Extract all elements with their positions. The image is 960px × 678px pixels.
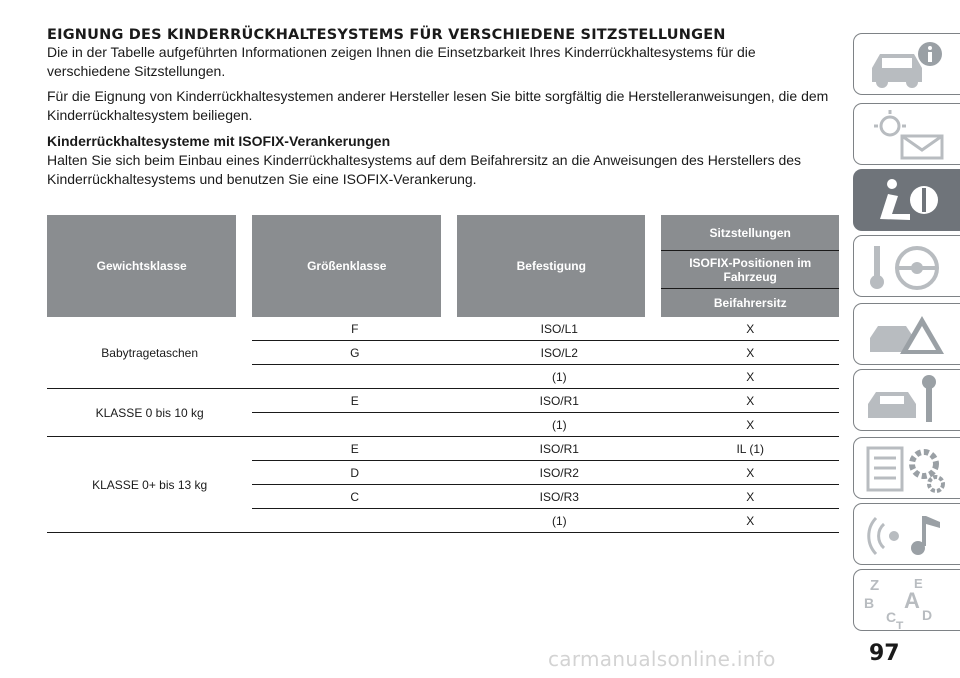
isofix-suitability-table <box>47 215 839 533</box>
table-body <box>47 317 839 533</box>
tab-emergency[interactable] <box>853 303 960 365</box>
weight-class-cell: KLASSE 0+ bis 13 kg <box>47 437 252 533</box>
passenger-seat-cell: IL (1) <box>661 437 839 461</box>
index-letter: B <box>864 595 875 611</box>
tab-technical-data[interactable] <box>853 437 960 499</box>
table-row <box>47 317 839 341</box>
size-class-cell: E <box>252 437 457 461</box>
table-row <box>47 437 839 461</box>
isofix-paragraph: Halten Sie sich beim Einbau eines Kinderrückhaltesystems auf dem Beifahrersitz an die Anweisungen des Herstellers des Kinderrückhaltesystems und benutzen Sie eine ISOFIX-Verankerung. <box>47 152 802 187</box>
specifications-gear-icon <box>862 442 952 497</box>
passenger-seat-cell: X <box>661 461 839 485</box>
key-steering-wheel-icon <box>862 240 952 295</box>
passenger-seat-cell: X <box>661 365 839 389</box>
fixture-cell: ISO/R1 <box>457 437 661 461</box>
multimedia-note-icon <box>862 508 952 563</box>
weight-class-cell: KLASSE 0 bis 10 kg <box>47 389 252 437</box>
passenger-seat-cell: X <box>661 389 839 413</box>
fixture-cell: (1) <box>457 413 661 437</box>
passenger-seat-cell: X <box>661 341 839 365</box>
header-weight-class: Gewichtsklasse <box>47 215 252 317</box>
isofix-subheading: Kinderrückhaltesysteme mit ISOFIX-Verankerungen <box>47 133 391 149</box>
page-heading: EIGNUNG DES KINDERRÜCKHALTESYSTEMS FÜR VERSCHIEDENE SITZSTELLUNGEN <box>47 27 726 43</box>
header-size-class: Größenklasse <box>252 215 457 317</box>
weight-class-cell: Babytragetaschen <box>47 317 252 389</box>
size-class-cell: D <box>252 461 457 485</box>
car-info-icon <box>862 38 952 93</box>
size-class-cell <box>252 365 457 389</box>
fixture-cell: (1) <box>457 509 661 533</box>
tab-car-info[interactable] <box>853 33 960 95</box>
intro-paragraph: Die in der Tabelle aufgeführten Informationen zeigen Ihnen die Einsetzbarkeit Ihres Kinderrückhaltesystems für die verschiedene Sitzstellungen. <box>47 44 756 79</box>
car-wrench-icon <box>862 374 952 429</box>
size-class-cell: G <box>252 341 457 365</box>
fixture-cell: ISO/R1 <box>457 389 661 413</box>
fixture-cell: (1) <box>457 365 661 389</box>
tab-multimedia[interactable] <box>853 503 960 565</box>
fixture-cell: ISO/L1 <box>457 317 661 341</box>
header-seat-positions: Sitzstellungen <box>661 215 839 251</box>
table-row <box>47 389 839 413</box>
passenger-seat-cell: X <box>661 317 839 341</box>
size-class-cell: F <box>252 317 457 341</box>
size-class-cell: C <box>252 485 457 509</box>
watermark-text: carmanualsonline.info <box>548 647 776 671</box>
tab-index[interactable] <box>853 569 960 631</box>
tab-maintenance[interactable] <box>853 369 960 431</box>
third-party-paragraph: Für die Eignung von Kinderrückhaltesystemen anderer Hersteller lesen Sie bitte sorgfältig die Herstelleranweisungen, die dem Kinderrückhaltesystem beiliegen. <box>47 88 829 123</box>
fixture-cell: ISO/R2 <box>457 461 661 485</box>
breakdown-triangle-icon <box>862 308 952 363</box>
passenger-seat-cell: X <box>661 413 839 437</box>
index-letter: A <box>904 588 920 613</box>
index-letter: D <box>922 607 933 623</box>
fixture-cell: ISO/R3 <box>457 485 661 509</box>
tab-warning-lights[interactable] <box>853 103 960 165</box>
tab-starting-driving[interactable] <box>853 235 960 297</box>
passenger-seat-cell: X <box>661 509 839 533</box>
header-isofix-positions: ISOFIX-Positionen im Fahrzeug <box>661 251 839 289</box>
size-class-cell <box>252 413 457 437</box>
tab-safety[interactable] <box>853 169 960 231</box>
size-class-cell: E <box>252 389 457 413</box>
seat-airbag-icon <box>862 174 952 229</box>
fixture-cell: ISO/L2 <box>457 341 661 365</box>
index-letter: T <box>896 619 904 629</box>
header-passenger-seat: Beifahrersitz <box>661 289 839 317</box>
page-number: 97 <box>869 641 900 666</box>
index-letter: Z <box>870 577 880 594</box>
index-letters-icon <box>862 574 952 629</box>
passenger-seat-cell: X <box>661 485 839 509</box>
index-letter: E <box>914 576 923 591</box>
header-fixture: Befestigung <box>457 215 661 317</box>
main-content <box>47 28 840 189</box>
size-class-cell <box>252 509 457 533</box>
warning-lights-icon <box>862 108 952 163</box>
index-letter: C <box>886 609 897 625</box>
